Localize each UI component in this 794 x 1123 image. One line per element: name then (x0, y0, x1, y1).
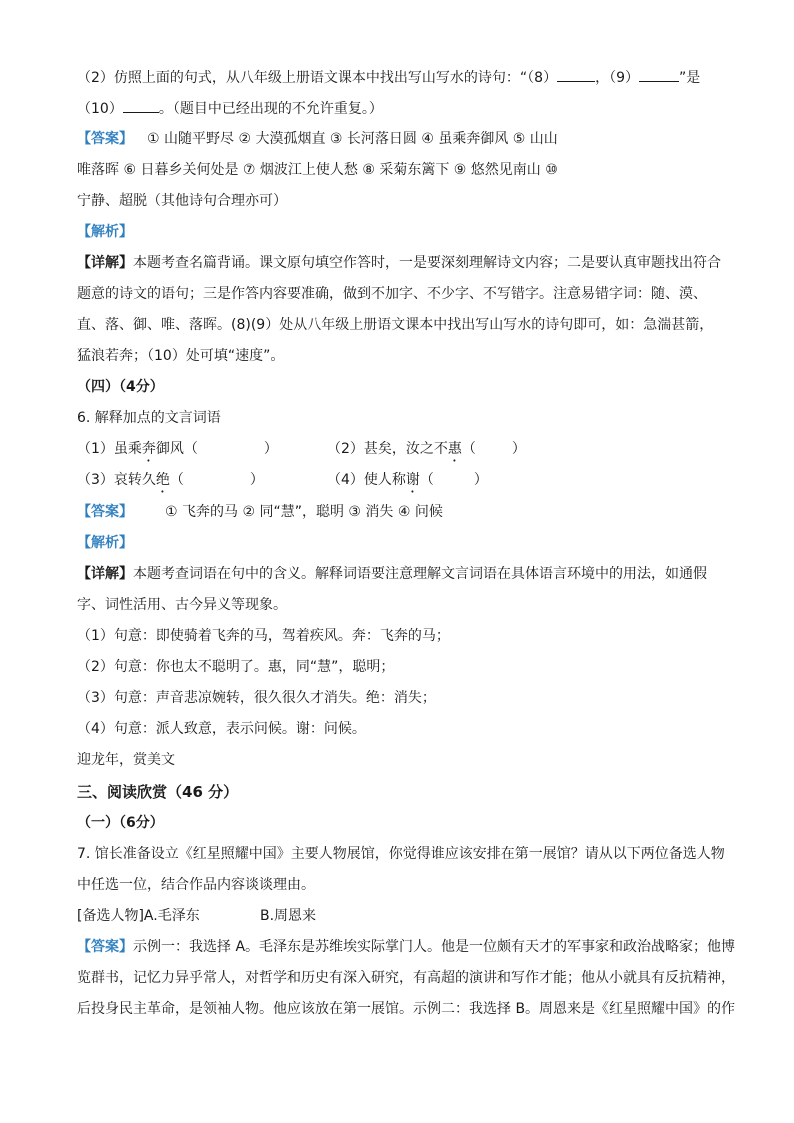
detail-tag: 【详解】 (77, 566, 133, 582)
answer-tag: 【答案】 (77, 504, 133, 520)
q5-detail-line1 (77, 253, 721, 273)
q7-answer-text-1: 示例一：我选择 A。毛泽东是苏维埃实际掌门人。他是一位颇有天才的军事家和政治战略家；他博 (133, 939, 736, 955)
q6-detail-line1 (77, 564, 707, 584)
q5-detail-text-1: 本题考查名篇背诵。课文原句填空作答时，一是要深刻理解诗文内容；二是要认真审题找出符合 (133, 255, 721, 271)
q6-item-4: （4）使人称谢（ ） (327, 472, 488, 488)
q5-detail-line4: 猛浪若奔；（10）处可填“速度”。 (77, 348, 285, 364)
analysis-tag: 【解析】 (77, 224, 133, 240)
q6-title: 6. 解释加点的文言词语 (77, 410, 221, 426)
q6-expl-2: （2）句意：你也太不聪明了。惠，同“慧”，聪明； (77, 659, 395, 675)
dotted-word-2: 惠 (447, 441, 462, 457)
q6-expl-4: （4）句意：派人致意，表示问候。谢：问候。 (77, 721, 366, 737)
q7-line1: 7. 馆长准备设立《红星照耀中国》主要人物展馆，你觉得谁应该安排在第一展馆？请从以下两位备选人物 (77, 846, 725, 862)
detail-tag: 【详解】 (77, 255, 133, 271)
q7-line2: 中任选一位，结合作品内容谈谈理由。 (77, 877, 315, 893)
q7-answer-line1 (77, 937, 735, 957)
q5-answer-line2: 唯落晖 ⑥ 日暮乡关何处是 ⑦ 烟波江上使人愁 ⑧ 采菊东篱下 ⑨ 悠然见南山 ⑩ (77, 162, 558, 178)
q6-answer-text: ① 飞奔的马 ② 同“慧”，聪明 ③ 消失 ④ 问候 (165, 504, 443, 520)
candidate-b: B.周恩来 (260, 908, 317, 924)
q6-item-3: （3）哀转久绝（ ） (77, 472, 264, 488)
q5-prompt-line1 (77, 67, 700, 88)
q5-prompt-part-a: （2）仿照上面的句式，从八年级上册语文课本中找出写山写水的诗句：“（8） (77, 70, 558, 86)
q5-prompt-line2 (77, 98, 383, 119)
q5-answer-text-1: ① 山随平野尽 ② 大漠孤烟直 ③ 长河落日圆 ④ 虽乘奔御风 ⑤ 山山 (147, 131, 558, 147)
q5-detail-line3: 直、落、御、唯、落晖。(8)(9）处从八年级上册语文课本中找出写山写水的诗句即可，如：急湍甚箭， (77, 317, 714, 333)
q7-answer-line3: 后投身民主革命，是领袖人物。他应该放在第一展馆。示例二：我选择 B。周恩来是《红星照耀中国》的作 (77, 1001, 736, 1017)
q7-answer-line2: 览群书，记忆力异乎常人，对哲学和历史有深入研究，有高超的演讲和写作才能；他从小就具有反抗精神， (77, 970, 735, 986)
q6-answer-line (77, 502, 443, 522)
dotted-word-3: 绝 (155, 472, 170, 488)
q5-prompt2-part-b: 。（题目中已经出现的不允许重复。） (158, 101, 383, 117)
q5-detail-line2: 题意的诗文的语句；三是作答内容要准确，做到不加字、不少字、不写错字。注意易错字词：随、漠、 (77, 286, 707, 302)
section3-sub-heading: （一）（6分） (77, 815, 164, 831)
q5-prompt-part-b: ，（9） (595, 70, 639, 86)
q6-item-1: （1）虽乘奔御风（ ） (77, 441, 278, 457)
analysis-tag: 【解析】 (77, 535, 133, 551)
dotted-word-4: 谢 (405, 472, 420, 488)
q6-detail-text-1: 本题考查词语在句中的含义。解释词语要注意理解文言词语在具体语言环境中的用法，如通假 (133, 566, 707, 582)
answer-tag: 【答案】 (77, 939, 133, 955)
footer-note: 迎龙年，赏美文 (77, 752, 175, 768)
answer-blank-9 (639, 67, 679, 82)
q6-expl-3: （3）句意：声音悲凉婉转，很久很久才消失。绝：消失； (77, 690, 436, 706)
q6-expl-1: （1）句意：即使骑着飞奔的马，驾着疾风。奔：飞奔的马； (77, 628, 450, 644)
q5-prompt-part-c: ”是 (679, 70, 701, 86)
answer-tag: 【答案】 (77, 131, 133, 147)
q5-answer-line3: 宁静、超脱（其他诗句合理亦可） (77, 193, 287, 209)
answer-blank-8 (557, 67, 595, 82)
section3-heading: 三、阅读欣赏（46 分） (77, 783, 239, 801)
q5-prompt2-part-a: （10） (77, 101, 123, 117)
section4-heading: （四）（4分） (77, 379, 164, 395)
q5-answer-line1 (77, 129, 558, 149)
candidate-a: [备选人物]A.毛泽东 (77, 908, 200, 924)
q6-item-2: （2）甚矣，汝之不惠（ ） (327, 441, 526, 457)
q6-detail-line2: 字、词性活用、古今异义等现象。 (77, 597, 287, 613)
dotted-word-1: 奔 (141, 441, 156, 457)
answer-blank-10 (123, 98, 159, 113)
